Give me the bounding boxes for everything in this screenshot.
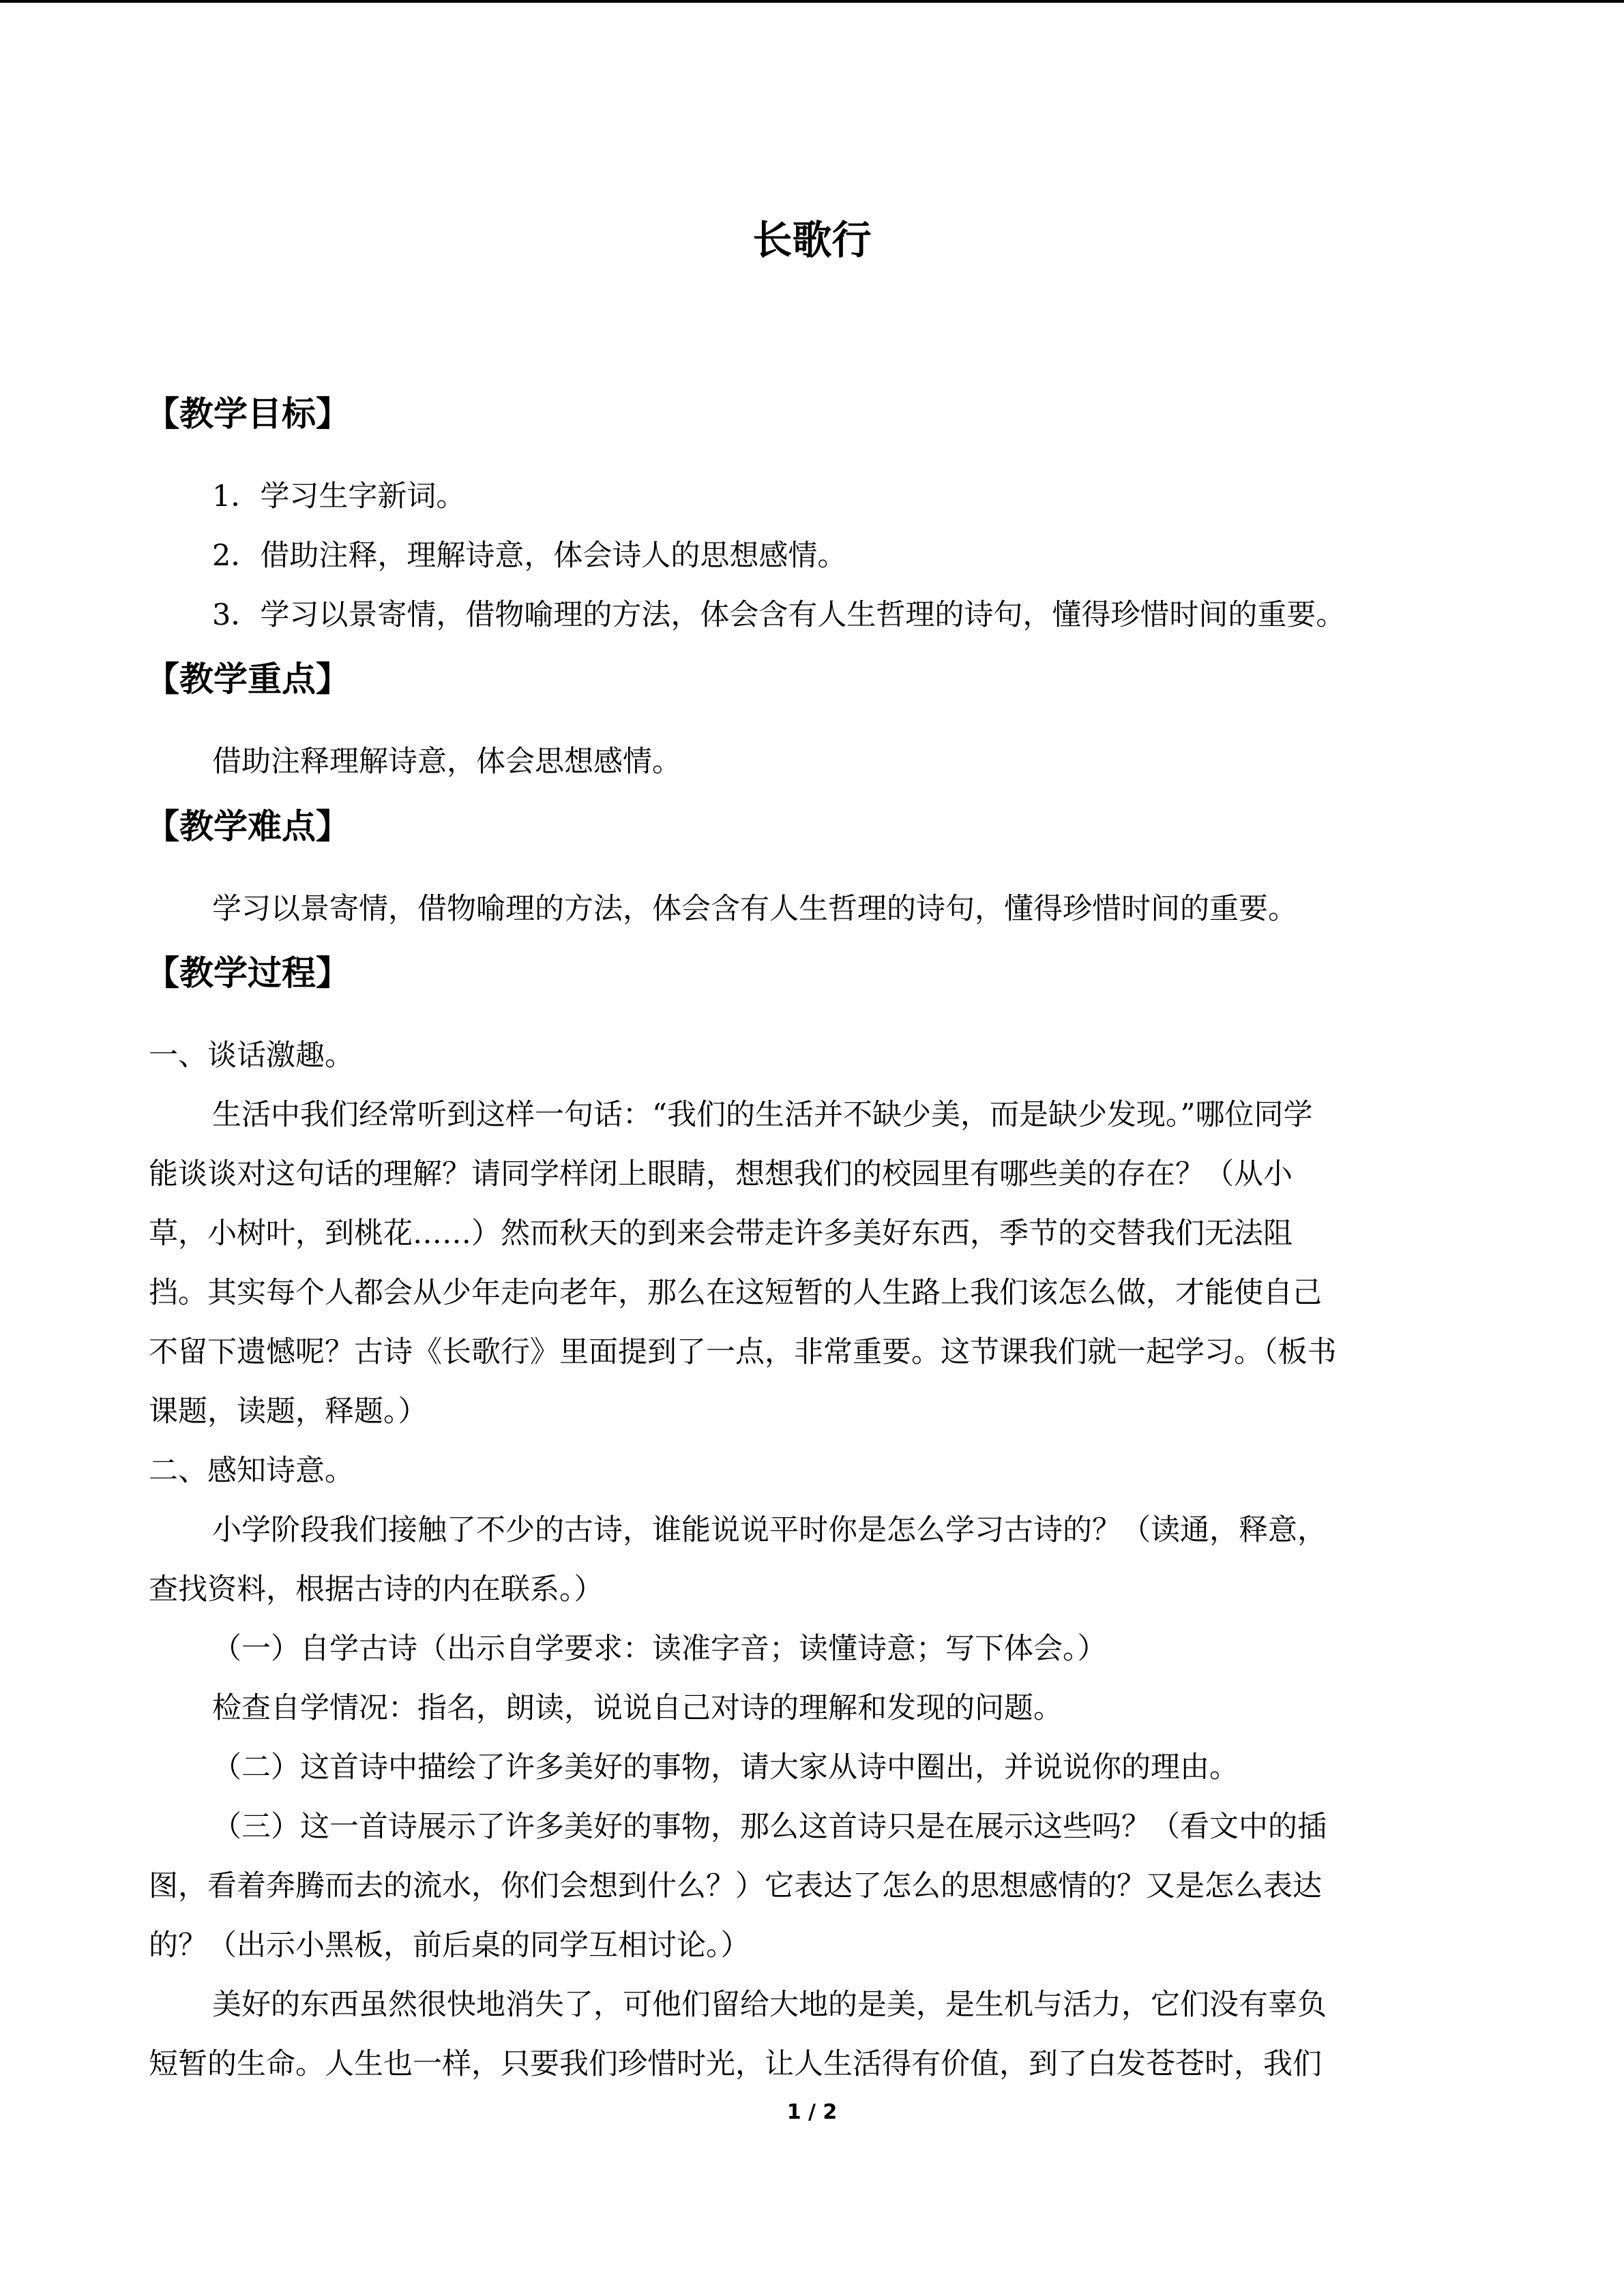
objective-item: 2．借助注释，理解诗意，体会诗人的思想感情。 (212, 539, 847, 573)
process-line: 查找资料，根据古诗的内在联系。） (149, 1572, 604, 1607)
process-line: 挡。其实每个人都会从少年走向老年，那么在这短暂的人生路上我们该怎么做，才能使自己 (149, 1276, 1322, 1310)
process-line: 二、感知诗意。 (149, 1454, 354, 1488)
key-points-text: 借助注释理解诗意，体会思想感情。 (212, 745, 681, 779)
process-line: （二）这首诗中描绘了许多美好的事物，请大家从诗中圈出，并说说你的理由。 (212, 1750, 1239, 1785)
process-line: 小学阶段我们接触了不少的古诗，谁能说说平时你是怎么学习古诗的？（读通，释意， (212, 1513, 1327, 1547)
process-line: 图，看着奔腾而去的流水，你们会想到什么？）它表达了怎么的思想感情的？又是怎么表达 (149, 1869, 1322, 1903)
heading-key-points: 【教学重点】 (145, 659, 350, 699)
heading-objectives: 【教学目标】 (145, 394, 350, 434)
process-line: 生活中我们经常听到这样一句话：“我们的生活并不缺少美，而是缺少发现。”哪位同学 (212, 1098, 1313, 1132)
difficulties-text: 学习以景寄情，借物喻理的方法，体会含有人生哲理的诗句，懂得珍惜时间的重要。 (212, 892, 1297, 926)
document-title: 长歌行 (752, 217, 872, 263)
process-line: 课题，读题，释题。） (149, 1395, 428, 1429)
page-number: 1 / 2 (786, 2100, 838, 2124)
process-line: 草，小树叶，到桃花……）然而秋天的到来会带走许多美好东西，季节的交替我们无法阻 (149, 1217, 1293, 1251)
process-line: 不留下遗憾呢？古诗《长歌行》里面提到了一点，非常重要。这节课我们就一起学习。（板书 (149, 1335, 1337, 1369)
process-line: 短暂的生命。人生也一样，只要我们珍惜时光，让人生活得有价值，到了白发苍苍时，我们 (149, 2047, 1322, 2081)
process-line: 一、谈话激趣。 (149, 1039, 354, 1073)
page-top-border (0, 0, 1624, 3)
objective-item: 3．学习以景寄情，借物喻理的方法，体会含有人生哲理的诗句，懂得珍惜时间的重要。 (212, 598, 1346, 632)
heading-difficulties: 【教学难点】 (145, 807, 350, 846)
process-line: 检查自学情况：指名，朗读，说说自己对诗的理解和发现的问题。 (212, 1691, 1063, 1725)
process-line: 的？（出示小黑板，前后桌的同学互相讨论。） (149, 1928, 750, 1963)
heading-process: 【教学过程】 (145, 953, 350, 993)
process-line: （一）自学古诗（出示自学要求：读准字音；读懂诗意；写下体会。） (212, 1632, 1107, 1666)
process-line: 能谈谈对这句话的理解？请同学样闭上眼睛，想想我们的校园里有哪些美的存在？（从小 (149, 1157, 1293, 1191)
process-line: （三）这一首诗展示了许多美好的事物，那么这首诗只是在展示这些吗？（看文中的插 (212, 1810, 1327, 1844)
objective-item: 1．学习生字新词。 (212, 479, 466, 513)
process-line: 美好的东西虽然很快地消失了，可他们留给大地的是美，是生机与活力，它们没有辜负 (212, 1988, 1327, 2022)
